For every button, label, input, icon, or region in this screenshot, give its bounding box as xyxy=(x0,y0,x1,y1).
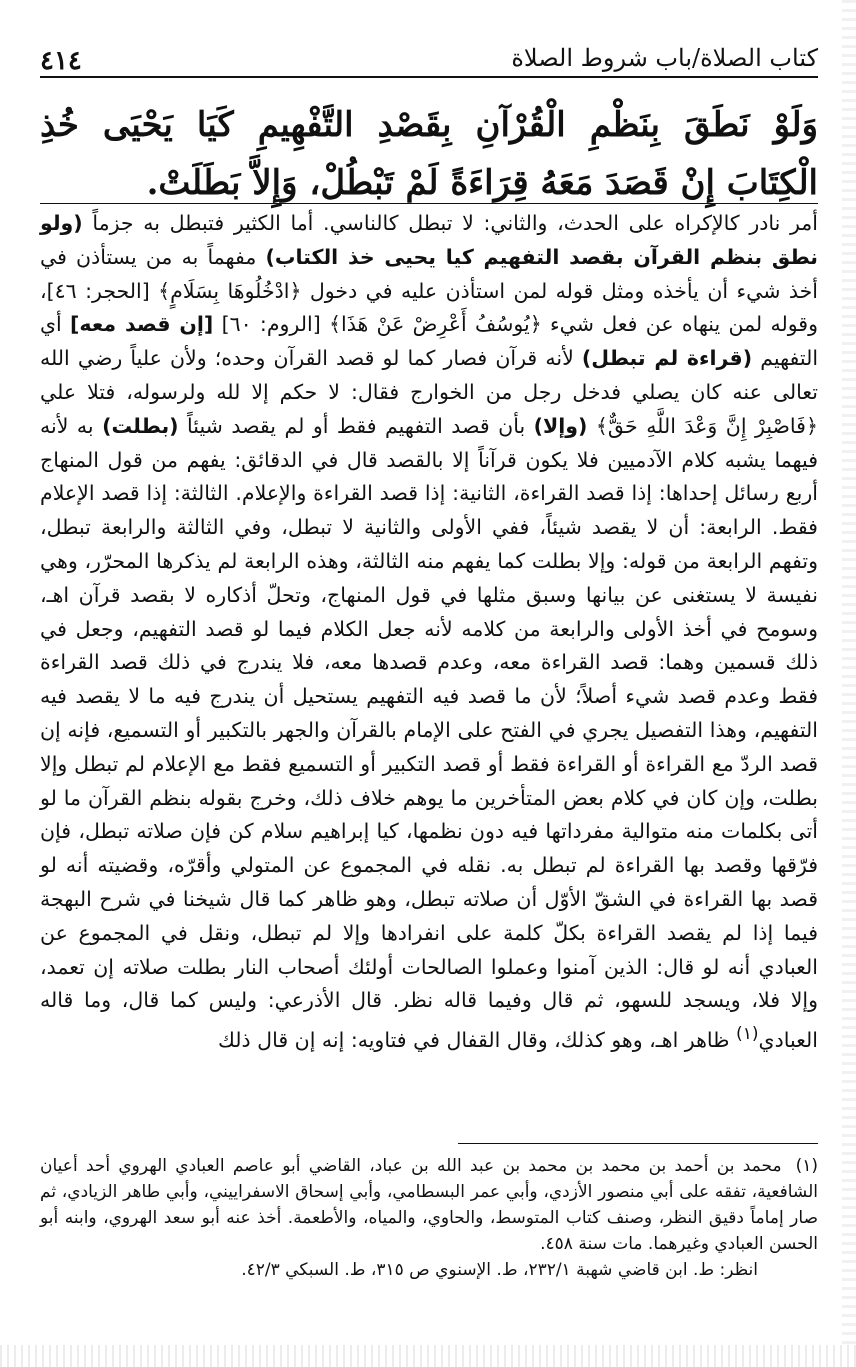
matn-text: وَلَوْ نَطَقَ بِنَظْمِ الْقُرْآنِ بِقَصْدِ التَّفْهِيمِ كَيَا يَحْيَى خُذِ الْكِتَابَ إِنْ قَصَدَ مَعَهُ قِرَاءَةً لَمْ تَبْطُلْ، وَإِلاَّ بَطَلَتْ. xyxy=(40,105,818,203)
footnote-divider xyxy=(458,1143,818,1144)
commentary-segment: مفهماً به من يستأذن في أخذ شيء أن يأخذه ومثل قوله لمن استأذن عليه في دخول ﴿ادْخُلُوهَا بِسَلَامٍ﴾ [الحجر: ٤٦]، وقوله لمن ينهاه عن فعل شيء ﴿يُوسُفُ أَعْرِضْ عَنْ هَذَا﴾ [الروم: ٦٠] xyxy=(40,244,818,337)
quoted-matn: (ولو نطق بنظم القرآن بقصد التفهيم كيا يحيى خذ الكتاب) xyxy=(40,211,818,269)
footnote-text: محمد بن أحمد بن محمد بن محمد بن عبد الله بن عباد، القاضي أبو عاصم العبادي الهروي أحد أعيان الشافعية، تفقه على أبي منصور الأزدي، وأبي عمر البسطامي، وأبي إسحاق الاسفراييني، وأبي طاهر الزيادي، ثم صار إماماً دقيق النظر، وصنف كتاب المتوسط، والحاوي، والمياه، والأطعمة. أخذ عنه أبو سعد الهروي، وابنه أبو الحسن العبادي وغيرهما. مات سنة ٤٥٨. xyxy=(40,1156,818,1254)
commentary-segment: به لأنه فيهما يشبه كلام الآدميين فلا يكون قرآناً إلا بالقصد قال في الدقائق: يفهم من قول المنهاج أربع رسائل إحداها: إذا قصد القراءة، الثانية: إذا قصد القراءة والإعلام. الثالثة: إذا قصد الإعلام فقط. الرابعة: أن لا يقصد شيئاً، ففي الأولى والثانية لا تبطل، وفي الثالثة والرابعة تبطل، وتفهم الرابعة من قوله: وإلا بطلت كما يفهم منه الثالثة، وهذه الرابعة لم يذكرها المحرّر، وهي نفيسة لا يستغنى عن بيانها وسبق مثلها في قول المنهاج، وتحلّ أذكاره لا بقصد قرآن اهـ، وسومح في أخذ الأولى والرابعة من كلامه لأنه جعل الكلام فيما لو قصد التفهيم، وجعل في ذلك قسمين وهما: قصد القراءة معه، وعدم قصدها معه، فلا يندرج في ذلك قصد القراءة فقط وعدم قصد شيء أصلاً؛ لأن ما قصد فيه التفهيم يستحيل أن يندرج فيه ما لا يقصد فيه التفهيم، وهذا التفصيل يجري في الفتح على الإمام بالقرآن والجهر بالتكبير أو التسميع، فإنه إن قصد الردّ مع القراءة أو القراءة فقط أو قصد التكبير أو التسميع فقط مع الإعلام لم تبطل وإلا بطلت، وإن كان في كلام بعض المتأخرين ما يوهم خلاف ذلك، وخرج بقوله بنظم القرآن ما لو أتى بكلمات منه متوالية مفرداتها فيه دون نظمها، كيا إبراهيم سلام كن فإن صلاته تبطل، فإن فرّقها وقصد بها القراءة لم تبطل به. نقله في المجموع عن المتولي وأقرّه، وقضيته أنه لو قصد بها القراءة في الشقّ الأوّل أن صلاته تبطل، وهو ظاهر كما قال شيخنا في شرح البهجة فيما إذا لم يقصد القراءة بكلّ كلمة على انفرادها وإلا لم تبطل، ونقل في المجموع عن العبادي أنه لو قال: الذين آمنوا وعملوا الصالحات أولئك أصحاب النار بطلت صلاته إن تعمد، وإلا فلا، ويسجد للسهو، ثم قال وفيما قاله نظر. قال الأذرعي: وليس كما قال، وما قاله العبادي xyxy=(40,413,818,1052)
page-header xyxy=(40,38,818,78)
commentary-paragraph xyxy=(40,207,818,1058)
footnote-reference[interactable]: (١) xyxy=(736,1024,759,1045)
commentary-text xyxy=(40,207,818,1058)
footnote-marker: (١) xyxy=(795,1156,818,1176)
quoted-matn: (بطلت) xyxy=(102,413,179,438)
commentary-segment: بأن قصد التفهيم فقط أو لم يقصد شيئاً xyxy=(178,413,534,438)
commentary-segment: أمر نادر كالإكراه على الحدث، والثاني: لا تبطل كالناسي. أما الكثير فتبطل به جزماً xyxy=(82,211,818,235)
commentary-segment: لأنه قرآن فصار كما لو قصد القرآن وحده؛ ولأن علياً رضي الله تعالى عنه كان يصلي فدخل رجل من الخوارج فقال: لا حكم إلا لله ولرسوله، فتلا علي ﴿فَاصْبِرْ إِنَّ وَعْدَ اللَّهِ حَقٌّ﴾ xyxy=(40,346,818,438)
footnote-reference-line: انظر: ط. ابن قاضي شهبة ٢٣٢/١، ط. الإسنوي ص ٣١٥، ط. السبكي ٤٢/٣. xyxy=(241,1260,758,1280)
quoted-matn: (قراءة لم تبطل) xyxy=(581,346,753,371)
quoted-matn: (وإلا) xyxy=(533,413,588,438)
running-title: كتاب الصلاة/باب شروط الصلاة xyxy=(511,44,818,72)
footnote xyxy=(40,1153,818,1283)
page-number: ٤١٤ xyxy=(40,46,82,76)
commentary-segment: أي التفهيم xyxy=(40,312,819,371)
scan-bottom-artifact xyxy=(0,1345,856,1367)
scan-edge-artifact xyxy=(842,0,856,1367)
matn-divider xyxy=(40,203,818,204)
quoted-matn: [إن قصد معه] xyxy=(70,312,214,337)
commentary-segment: ظاهر اهـ، وهو كذلك، وقال القفال في فتاويه: إنه إن قال ذلك xyxy=(218,1027,737,1052)
